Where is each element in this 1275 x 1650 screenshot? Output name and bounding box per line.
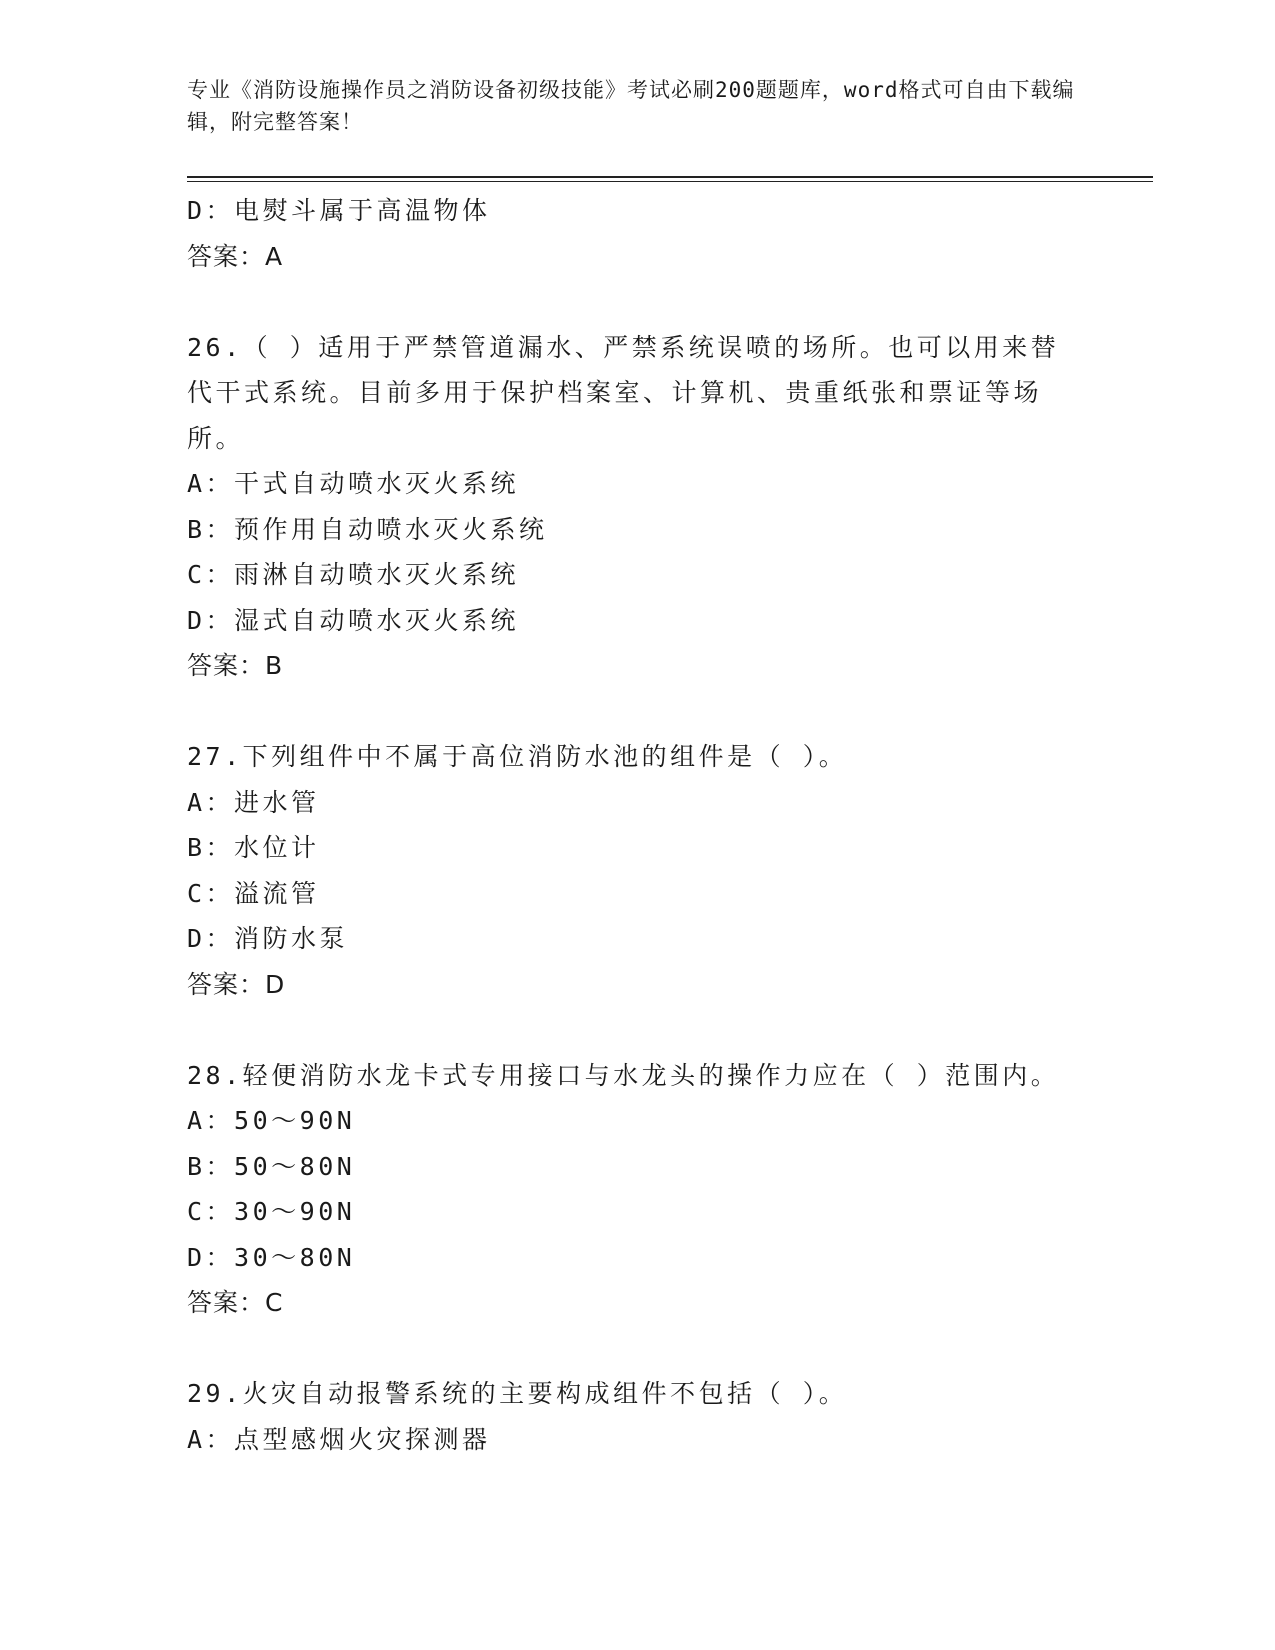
question-stem: 26.（ ）适用于严禁管道漏水、严禁系统误喷的场所。也可以用来替代干式系统。目前多用于保护档案室、计算机、贵重纸张和票证等场所。 <box>187 332 1060 453</box>
spacer <box>187 1007 1087 1053</box>
answer: 答案：C <box>187 1288 284 1317</box>
option-b: B：50～80N <box>187 1151 356 1181</box>
header-divider-thick <box>187 176 1153 178</box>
option-d: D：湿式自动喷水灭火系统 <box>187 605 520 635</box>
option-d: D：电熨斗属于高温物体 <box>187 196 491 225</box>
option-a: A：点型感烟火灾探测器 <box>187 1424 491 1454</box>
option-c: C：溢流管 <box>187 878 320 908</box>
spacer <box>187 1326 1087 1372</box>
question-stem: 29.火灾自动报警系统的主要构成组件不包括（ ）。 <box>187 1379 848 1408</box>
answer: 答案：D <box>187 969 286 999</box>
option-c: C：雨淋自动喷水灭火系统 <box>187 560 520 589</box>
option-d: D：30～80N <box>187 1242 356 1272</box>
document-body <box>187 188 1087 1462</box>
option-c: C：30～90N <box>187 1197 356 1226</box>
option-a: A：进水管 <box>187 787 320 817</box>
spacer <box>187 279 1087 325</box>
question-stem: 27.下列组件中不属于高位消防水池的组件是（ ）。 <box>187 742 848 771</box>
answer: 答案：A <box>187 241 284 271</box>
option-a: A：50～90N <box>187 1106 356 1135</box>
question-stem: 28.轻便消防水龙卡式专用接口与水龙头的操作力应在（ ）范围内。 <box>187 1060 1060 1090</box>
option-a: A：干式自动喷水灭火系统 <box>187 469 520 498</box>
spacer <box>187 689 1087 735</box>
header-divider-thin <box>187 181 1153 182</box>
option-b: B：水位计 <box>187 833 320 862</box>
page-header: 专业《消防设施操作员之消防设备初级技能》考试必刷200题题库，word格式可自由下载编辑，附完整答案！ <box>187 78 1075 134</box>
option-b: B：预作用自动喷水灭火系统 <box>187 514 548 544</box>
answer: 答案：B <box>187 651 284 680</box>
option-d: D：消防水泵 <box>187 924 349 953</box>
